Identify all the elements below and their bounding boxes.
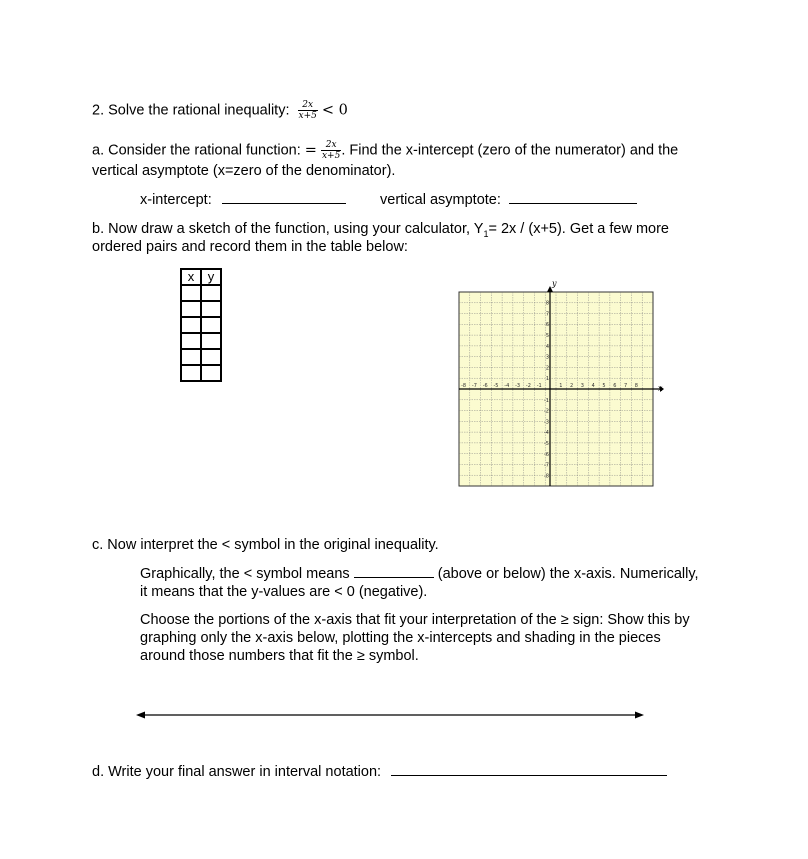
part-b-text2: = 2x / (x+5). Get a few more <box>488 221 669 237</box>
part-b-line1 <box>92 221 669 239</box>
part-a-text1: a. Consider the rational function: <box>92 142 301 159</box>
y-tick-label: 1 <box>545 376 549 383</box>
table-cell[interactable] <box>181 301 201 317</box>
x-tick-label: 7 <box>624 383 628 389</box>
number-line[interactable] <box>134 708 646 722</box>
y-tick-label: 4 <box>545 343 549 350</box>
part-c-p1-line1 <box>140 566 699 582</box>
y-tick-label: -4 <box>544 430 549 437</box>
x-tick-label: 5 <box>602 383 606 389</box>
rational-fraction <box>298 100 318 121</box>
table-row <box>181 301 221 317</box>
subscript: 1 <box>483 228 489 239</box>
part-d-text: d. Write your final answer in interval notation: <box>92 764 382 780</box>
part-c-p1-pre: Graphically, the < symbol means <box>140 566 350 582</box>
coordinate-grid[interactable] <box>455 278 667 490</box>
part-c-p1-line2: it means that the y-values are < 0 (negative). <box>140 584 428 600</box>
x-tick-label: -7 <box>471 383 477 389</box>
x-tick-label: -5 <box>493 383 499 389</box>
table-row <box>181 317 221 333</box>
function-fraction <box>321 140 341 161</box>
table-row <box>181 365 221 381</box>
inequality-relation: < 0 <box>321 102 348 119</box>
table-cell[interactable] <box>181 285 201 301</box>
y-tick-label: -2 <box>544 408 549 415</box>
vertical-asymptote-row <box>380 192 637 208</box>
y-tick-label: 2 <box>545 365 549 372</box>
part-a-line1 <box>92 140 678 161</box>
x-tick-label: -8 <box>461 383 467 389</box>
table-row <box>181 349 221 365</box>
right-arrow-icon <box>635 712 644 719</box>
left-arrow-icon <box>136 712 145 719</box>
y-tick-label: -3 <box>544 419 549 426</box>
part-c-line1: c. Now interpret the < symbol in the original inequality. <box>92 537 439 553</box>
y-tick-label: -7 <box>544 462 549 469</box>
x-intercept-label: x-intercept: <box>140 192 212 208</box>
vertical-asymptote-label: vertical asymptote: <box>380 192 501 208</box>
x-tick-label: 2 <box>570 383 574 389</box>
table-cell[interactable] <box>201 349 221 365</box>
x-tick-label: -3 <box>515 383 521 389</box>
interval-notation-blank[interactable] <box>391 775 667 776</box>
x-tick-label: -2 <box>525 383 531 389</box>
fraction-numerator: 2x <box>325 140 337 150</box>
fraction-numerator: 2x <box>302 100 314 110</box>
y-tick-label: -5 <box>544 441 549 447</box>
part-b-text1: b. Now draw a sketch of the function, using your calculator, Y <box>92 221 484 237</box>
table-cell[interactable] <box>181 365 201 381</box>
part-c-p1-post: (above or below) the x-axis. Numerically, <box>437 566 699 582</box>
fraction-denominator: x+5 <box>298 111 317 121</box>
vertical-asymptote-blank[interactable] <box>509 203 637 204</box>
x-tick-label: 3 <box>580 383 584 389</box>
x-intercept-blank[interactable] <box>222 203 346 204</box>
y-tick-label: 6 <box>545 322 549 329</box>
fraction-denominator: x+5 <box>321 151 341 161</box>
x-axis-label: x <box>658 384 663 393</box>
y-tick-label: 7 <box>545 311 549 318</box>
table-header-x: x <box>181 269 201 285</box>
x-tick-label: -1 <box>536 383 542 389</box>
table-cell[interactable] <box>181 317 201 333</box>
x-intercept-row <box>140 192 346 208</box>
y-tick-label: 5 <box>545 333 549 339</box>
part-a-line2: vertical asymptote (x=zero of the denominator). <box>92 163 396 179</box>
table-cell[interactable] <box>201 285 221 301</box>
table-row <box>181 285 221 301</box>
xy-table <box>180 268 222 382</box>
part-a-text2: . Find the x-intercept (zero of the numerator) and the <box>341 142 679 159</box>
table-cell[interactable] <box>201 333 221 349</box>
table-cell[interactable] <box>201 365 221 381</box>
part-c-p2-line1: Choose the portions of the x-axis that fit your interpretation of the ≥ sign: Show this by <box>140 612 690 628</box>
above-below-blank[interactable] <box>354 577 434 578</box>
question-2-prefix: 2. Solve the rational inequality: <box>92 102 290 119</box>
table-row <box>181 333 221 349</box>
y-tick-label: 3 <box>545 354 549 361</box>
part-c-p2-line3: around those numbers that fit the ≥ symbol. <box>140 648 419 664</box>
table-cell[interactable] <box>181 349 201 365</box>
y-axis-label: y <box>552 279 557 288</box>
y-tick-label: 8 <box>545 300 549 307</box>
table-cell[interactable] <box>181 333 201 349</box>
part-b-line2: ordered pairs and record them in the table below: <box>92 239 408 255</box>
table-cell[interactable] <box>201 301 221 317</box>
x-tick-label: 6 <box>613 383 617 389</box>
x-tick-label: -6 <box>482 383 488 389</box>
y-tick-label: -1 <box>544 397 549 404</box>
equals-sign: = <box>304 142 317 159</box>
x-tick-label: 4 <box>591 383 595 389</box>
question-2 <box>92 100 348 121</box>
table-cell[interactable] <box>201 317 221 333</box>
x-tick-label: -4 <box>504 383 510 389</box>
x-tick-label: 8 <box>634 383 638 389</box>
table-header-row <box>181 269 221 285</box>
x-tick-label: 1 <box>559 383 563 389</box>
table-header-y: y <box>201 269 221 285</box>
part-d-line <box>92 764 667 780</box>
part-c-p2-line2: graphing only the x-axis below, plotting the x-intercepts and shading in the pieces <box>140 630 661 646</box>
y-tick-label: -6 <box>544 451 549 458</box>
y-tick-label: -8 <box>544 473 549 480</box>
